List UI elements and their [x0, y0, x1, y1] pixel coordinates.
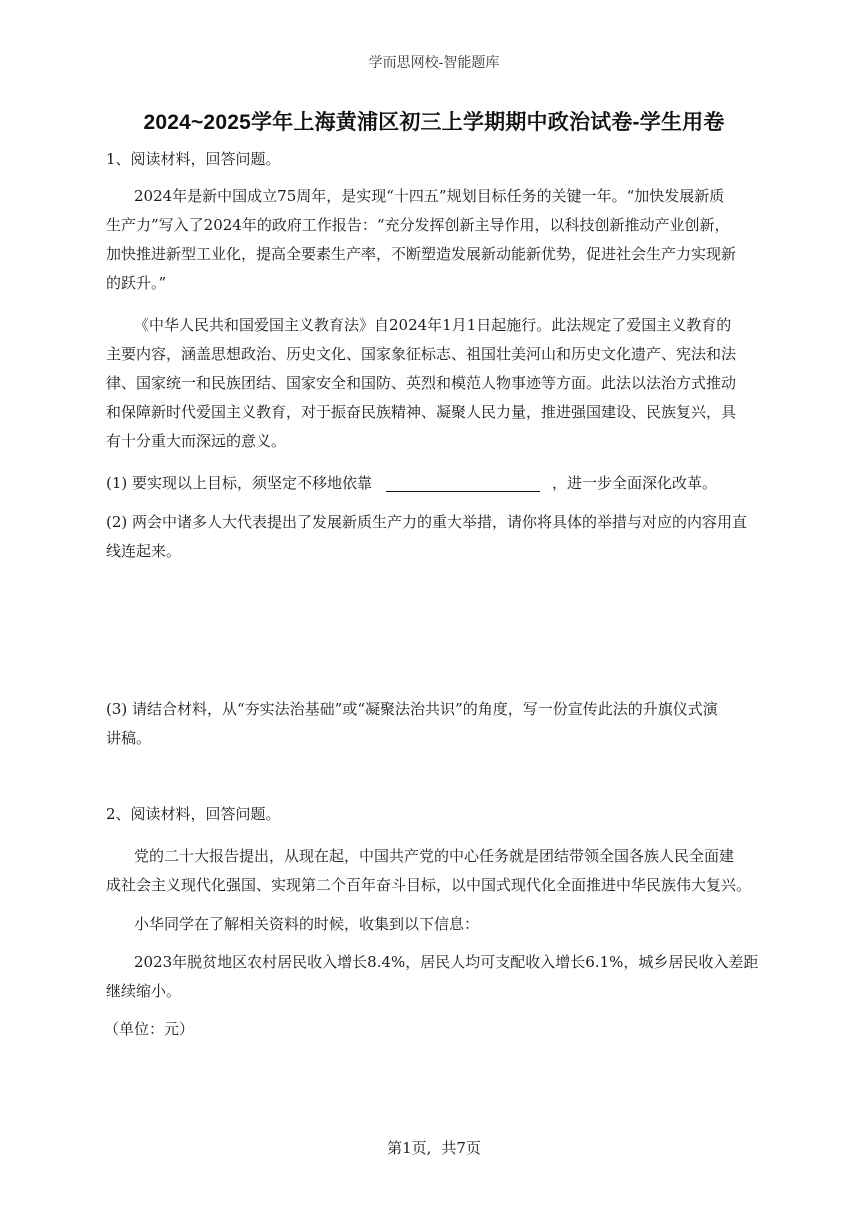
answer-blank[interactable]: [386, 473, 540, 492]
q1-subquestion-3-line-2: 讲稿。: [106, 729, 152, 747]
q1-material-2-line-2: 主要内容，涵盖思想政治、历史文化、国家象征标志、祖国壮美河山和历史文化遗产、宪法和法: [106, 345, 737, 363]
question-2-heading: 2、阅读材料，回答问题。: [106, 805, 281, 823]
q2-material-1-line-2: 成社会主义现代化强国、实现第二个百年奋斗目标，以中国式现代化全面推进中华民族伟大复兴。: [106, 876, 752, 894]
q2-material-2: 小华同学在了解相关资料的时候，收集到以下信息：: [134, 915, 480, 933]
page-header: 学而思网校-智能题库: [368, 55, 500, 71]
q1-subquestion-3-line-1: (3) 请结合材料，从“夯实法治基础”或“凝聚法治共识”的角度，写一份宣传此法的升旗仪式演: [106, 700, 718, 718]
q1-material-2-line-3: 律、国家统一和民族团结、国家安全和国防、英烈和模范人物事迹等方面。此法以法治方式推动: [106, 374, 737, 392]
q1-sub1-text-after: ，进一步全面深化改革。: [552, 474, 718, 492]
q1-material-2-line-5: 有十分重大而深远的意义。: [106, 432, 287, 450]
q2-material-3-line-1: 2023年脱贫地区农村居民收入增长8.4%，居民人均可支配收入增长6.1%，城乡居民收入差距: [134, 953, 759, 971]
q2-material-1-line-1: 党的二十大报告提出，从现在起，中国共产党的中心任务就是团结带领全国各族人民全面建: [134, 847, 735, 865]
q1-sub1-text-before: (1) 要实现以上目标，须坚定不移地依靠: [106, 474, 373, 492]
q1-material-2-line-4: 和保障新时代爱国主义教育，对于振奋民族精神、凝聚人民力量，推进强国建设、民族复兴，具: [106, 403, 737, 421]
page-total: 共7页: [441, 1139, 481, 1157]
q1-subquestion-1: [106, 469, 717, 499]
page-number: 第1页,: [387, 1139, 432, 1157]
unit-label: （单位：元）: [104, 1020, 195, 1038]
q1-subquestion-2-line-1: (2) 两会中诸多人大代表提出了发展新质生产力的重大举措，请你将具体的举措与对应的内容用直: [106, 513, 748, 531]
page-footer: [0, 1137, 868, 1158]
q1-material-1-line-1: 2024年是新中国成立75周年，是实现“十四五”规划目标任务的关键一年。“加快发展新质: [134, 187, 725, 205]
q1-material-1-line-4: 的跃升。”: [106, 274, 167, 292]
question-1-heading: 1、阅读材料，回答问题。: [106, 150, 281, 168]
q1-subquestion-2-line-2: 线连起来。: [106, 542, 182, 560]
q1-material-2-line-1: 《中华人民共和国爱国主义教育法》自2024年1月1日起施行。此法规定了爱国主义教育的: [134, 316, 732, 334]
q1-material-1-line-2: 生产力”写入了2024年的政府工作报告：“充分发挥创新主导作用，以科技创新推动产业创新，: [106, 216, 730, 234]
q1-material-1-line-3: 加快推进新型工业化，提高全要素生产率，不断塑造发展新动能新优势，促进社会生产力实现新: [106, 245, 737, 263]
page-title: 2024~2025学年上海黄浦区初三上学期期中政治试卷-学生用卷: [143, 111, 725, 134]
q2-material-3-line-2: 继续缩小。: [106, 982, 182, 1000]
